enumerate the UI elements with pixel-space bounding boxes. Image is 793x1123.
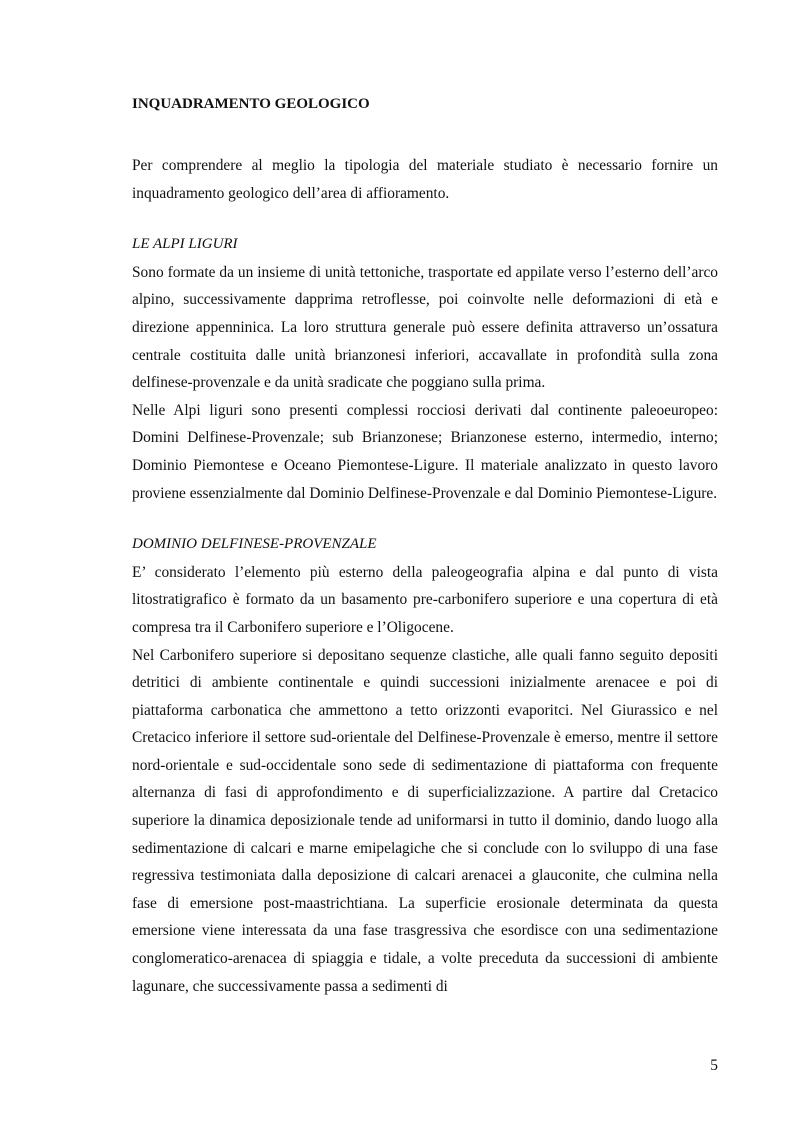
dominio-delfinese-paragraph-1: E’ considerato l’elemento più esterno della paleogeografia alpina e dal punto di vista litostratigrafico è formato da un basamento pre-carbonifero superiore e una copertura di età compresa tra il Carbonifero superiore e l’Oligocene. (132, 563, 718, 636)
alpi-liguri-paragraph-1: Sono formate da un insieme di unità tettoniche, trasportate ed appilate verso l’esterno dell’arco alpino, successivamente dapprima retroflesse, poi coinvolte nelle deformazioni di età e direzione appenninica. La loro struttura generale può essere definita attraverso un’ossatura centrale costituita dalle unità brianzonesi inferiori, accavallate in profondità sulla zona delfinese-provenzale e da unità sradicate che poggiano sulla prima. (132, 263, 718, 392)
section-title-alpi-liguri: LE ALPI LIGURI (132, 236, 238, 253)
alpi-liguri-paragraph-2: Nelle Alpi liguri sono presenti complessi rocciosi derivati dal continente paleoeuropeo: Domini Delfinese-Provenzale; sub Brianzonese; Brianzonese esterno, intermedio, interno; Dominio Piemontese e Oceano Piemontese-Ligure. Il materiale analizzato in questo lavoro proviene essenzialmente dal Dominio Delfinese-Provenzale e dal Dominio Piemontese-Ligure. (132, 401, 718, 502)
dominio-delfinese-paragraph-2: Nel Carbonifero superiore si depositano sequenze clastiche, alle quali fanno seguito depositi detritici di ambiente continentale e quindi successioni inizialmente arenacee e poi di piattaforma carbonatica che ammettono a tetto orizzonti evaporitci. Nel Giurassico e nel Cretacico inferiore il settore sud-orientale del Delfinese-Provenzale è emerso, mentre il settore nord-orientale e sud-occidentale sono sede di sedimentazione di piattaforma con frequente alternanza di fasi di approfondimento e di superficializzazione. A partire dal Cretacico superiore la dinamica deposizionale tende ad uniformarsi in tutto il dominio, dando luogo alla sedimentazione di calcari e marne emipelagiche che si conclude con lo sviluppo di una fase regressiva testimoniata dalla deposizione di calcari arenacei a glauconite, che culmina nella fase di emersione post-maastrichtiana. La superficie erosionale determinata da questa emersione viene interessata da una fase trasgressiva che esordisce con una sedimentazione conglomeratico-arenacea di spiaggia e tidale, a volte preceduta da successioni di ambiente lagunare, che successivamente passa a sedimenti di (132, 646, 718, 995)
document-page (132, 94, 718, 1000)
section-gap (132, 507, 718, 531)
document-heading: INQUADRAMENTO GEOLOGICO (132, 96, 370, 112)
section-title-dominio-delfinese: DOMINIO DELFINESE-PROVENZALE (132, 536, 377, 553)
section-gap (132, 207, 718, 231)
page-number: 5 (710, 1057, 718, 1074)
intro-paragraph: Per comprendere al meglio la tipologia del materiale studiato è necessario fornire un inquadramento geologico dell’area di affioramento. (132, 157, 718, 202)
